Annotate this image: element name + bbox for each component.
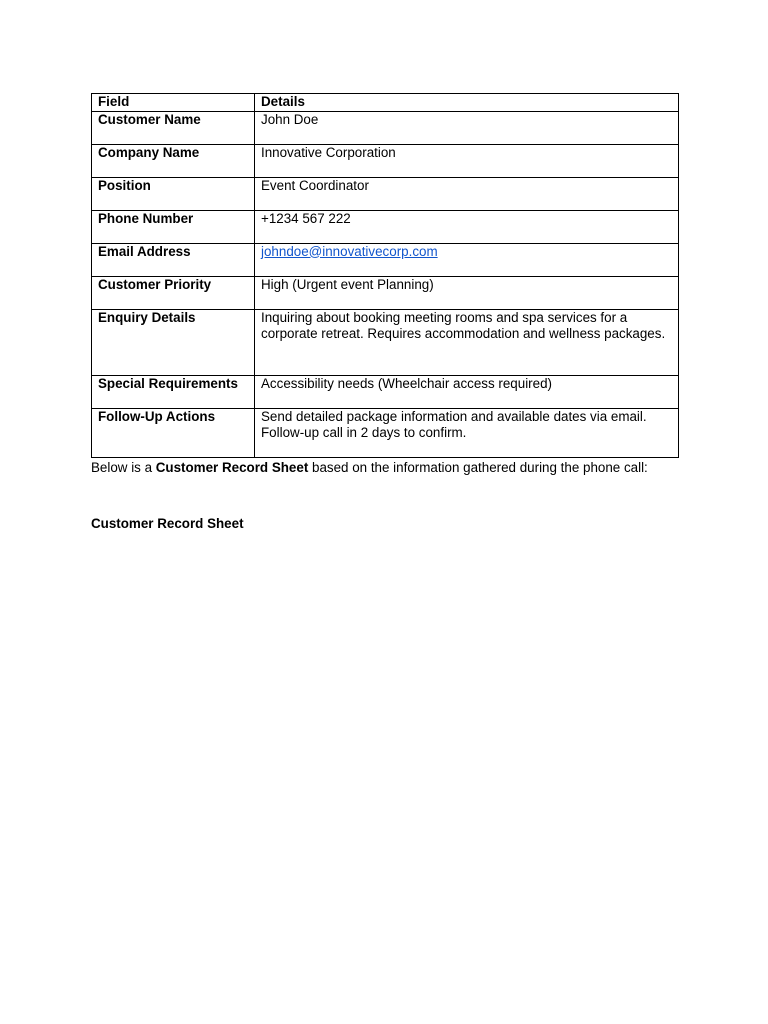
- table-row: [92, 111, 679, 144]
- header-field: Field: [92, 94, 255, 112]
- details-follow-up-actions: Send detailed package information and available dates via email. Follow-up call in 2 days to confirm.: [255, 408, 679, 457]
- email-link[interactable]: johndoe@innovativecorp.com: [261, 243, 438, 259]
- header-details: Details: [255, 94, 679, 112]
- field-phone-number: Phone Number: [92, 210, 255, 243]
- field-email-address: Email Address: [92, 243, 255, 276]
- table-header-row: [92, 94, 679, 112]
- section-title: Customer Record Sheet: [91, 516, 244, 531]
- details-company-name: Innovative Corporation: [255, 144, 679, 177]
- table-row: [92, 177, 679, 210]
- table-row: [92, 408, 679, 457]
- field-follow-up-actions: Follow-Up Actions: [92, 408, 255, 457]
- field-customer-name: Customer Name: [92, 111, 255, 144]
- field-enquiry-details: Enquiry Details: [92, 309, 255, 375]
- table-row: [92, 276, 679, 309]
- table-row: [92, 309, 679, 375]
- details-position: Event Coordinator: [255, 177, 679, 210]
- intro-emphasis: Customer Record Sheet: [155, 460, 309, 475]
- intro-paragraph: [91, 460, 691, 476]
- table-row: [92, 243, 679, 276]
- field-customer-priority: Customer Priority: [92, 276, 255, 309]
- details-customer-priority: High (Urgent event Planning): [255, 276, 679, 309]
- field-company-name: Company Name: [92, 144, 255, 177]
- field-position: Position: [92, 177, 255, 210]
- customer-record-table: [91, 93, 679, 458]
- intro-suffix: based on the information gathered during the phone call:: [308, 460, 648, 475]
- details-phone-number: +1234 567 222: [255, 210, 679, 243]
- details-enquiry-details: Inquiring about booking meeting rooms and spa services for a corporate retreat. Requires accommodation and wellness packages.: [255, 309, 679, 375]
- details-email-address: [255, 243, 679, 276]
- details-special-requirements: Accessibility needs (Wheelchair access required): [255, 375, 679, 408]
- table-row: [92, 210, 679, 243]
- details-customer-name: John Doe: [255, 111, 679, 144]
- field-special-requirements: Special Requirements: [92, 375, 255, 408]
- intro-prefix: Below is a: [91, 460, 156, 475]
- table-row: [92, 144, 679, 177]
- table-row: [92, 375, 679, 408]
